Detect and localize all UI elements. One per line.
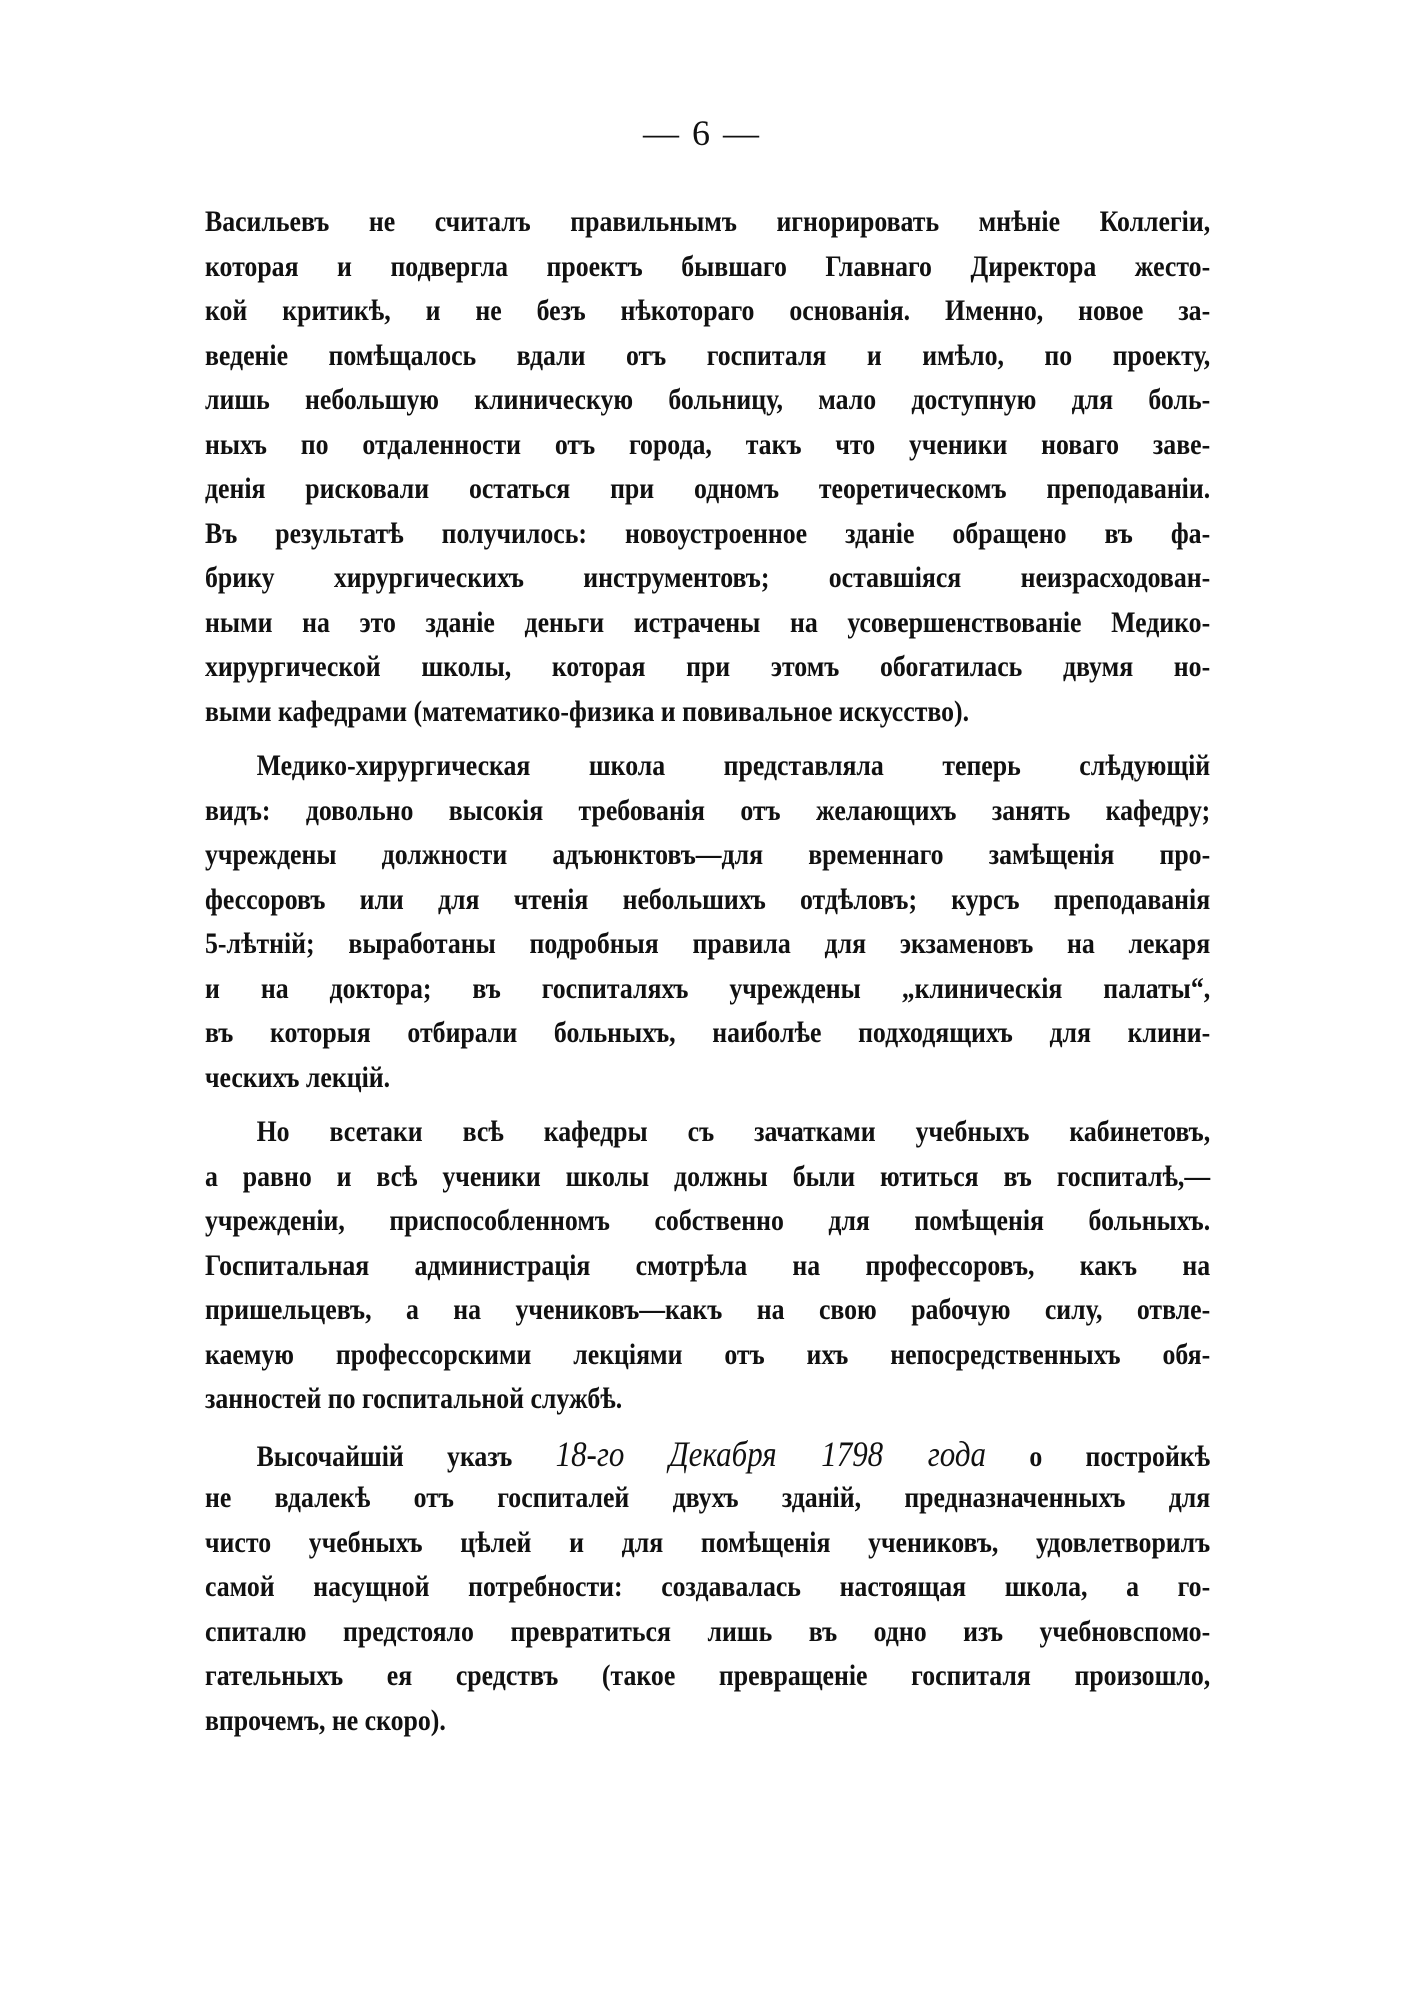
paragraph-2 bbox=[205, 744, 1210, 1100]
text-line: Въ результатѣ получилось: новоустроенное зданіе обращено въ фа- bbox=[205, 516, 1211, 550]
text-line: каемую профессорскими лекціями отъ ихъ непосредственныхъ обя- bbox=[205, 1337, 1211, 1371]
text-line: гательныхъ ея средствъ (такое превращеніе госпиталя произошло, bbox=[205, 1659, 1211, 1692]
text-line: въ которыя отбирали больныхъ, наиболѣе подходящихъ для клини- bbox=[205, 1016, 1211, 1049]
body-text bbox=[205, 200, 1210, 1743]
text-line: Но всетаки всѣ кафедры съ зачатками учебныхъ кабинетовъ, bbox=[256, 1115, 1211, 1148]
text-line: ческихъ лекцій. bbox=[205, 1060, 391, 1094]
text-span: о постройкѣ bbox=[986, 1439, 1211, 1473]
text-line: не вдалекѣ отъ госпиталей двухъ зданій, предназначенныхъ для bbox=[205, 1481, 1211, 1514]
text-line: Госпитальная администрація смотрѣла на профессоровъ, какъ на bbox=[205, 1248, 1211, 1282]
text-line: Медико-хирургическая школа представляла теперь слѣдующій bbox=[256, 749, 1211, 782]
decree-date: 18-го Декабря 1798 года bbox=[555, 1433, 987, 1474]
text-line: лишь небольшую клиническую больницу, мало доступную для боль- bbox=[205, 383, 1211, 416]
text-line: занностей по госпитальной службѣ. bbox=[205, 1382, 623, 1415]
text-line: веденіе помѣщалось вдали отъ госпиталя и имѣло, по проекту, bbox=[205, 338, 1211, 372]
text-line: пришельцевъ, а на учениковъ—какъ на свою рабочую силу, отвле- bbox=[205, 1293, 1211, 1326]
text-line: учреждены должности адъюнктовъ—для временнаго замѣщенія про- bbox=[205, 838, 1211, 871]
text-line: ными на это зданіе деньги истрачены на усовершенствованіе Медико- bbox=[205, 605, 1211, 639]
text-line: фессоровъ или для чтенія небольшихъ отдѣловъ; курсъ преподаванія bbox=[205, 882, 1211, 916]
text-line: брику хирургическихъ инструментовъ; оставшіяся неизрасходован- bbox=[205, 561, 1211, 594]
text-line: а равно и всѣ ученики школы должны были ютиться въ госпиталѣ,— bbox=[205, 1159, 1211, 1193]
text-line: чисто учебныхъ цѣлей и для помѣщенія учениковъ, удовлетворилъ bbox=[205, 1525, 1211, 1559]
text-line: и на доктора; въ госпиталяхъ учреждены „клиническія палаты“, bbox=[205, 971, 1211, 1005]
text-line-with-date bbox=[205, 1432, 1210, 1477]
text-line: видъ: довольно высокія требованія отъ желающихъ занять кафедру; bbox=[205, 793, 1211, 827]
text-line: Васильевъ не считалъ правильнымъ игнорировать мнѣніе Коллегіи, bbox=[205, 205, 1211, 238]
text-span: Высочайшій указъ bbox=[256, 1439, 556, 1473]
text-line: ныхъ по отдаленности отъ города, такъ что ученики новаго заве- bbox=[205, 427, 1211, 461]
text-line: которая и подвергла проектъ бывшаго Главнаго Директора жесто- bbox=[205, 249, 1211, 283]
text-line: самой насущной потребности: создавалась настоящая школа, а го- bbox=[205, 1570, 1211, 1603]
text-line: хирургической школы, которая при этомъ обогатилась двумя но- bbox=[205, 650, 1211, 683]
text-line: выми кафедрами (математико-физика и повивальное искусство). bbox=[205, 694, 970, 728]
text-line: кой критикѣ, и не безъ нѣкотораго основанія. Именно, новое за- bbox=[205, 294, 1211, 327]
text-line: спиталю предстояло превратиться лишь въ одно изъ учебновспомо- bbox=[205, 1614, 1211, 1648]
text-line: 5-лѣтній; выработаны подробныя правила для экзаменовъ на лекаря bbox=[205, 927, 1211, 960]
paragraph-4 bbox=[205, 1432, 1210, 1744]
paragraph-1 bbox=[205, 200, 1210, 734]
text-line: денія рисковали остаться при одномъ теоретическомъ преподаваніи. bbox=[205, 472, 1211, 505]
paragraph-3 bbox=[205, 1110, 1210, 1422]
page-number: — 6 — bbox=[643, 113, 761, 153]
text-line: впрочемъ, не скоро). bbox=[205, 1703, 446, 1737]
text-line: учрежденіи, приспособленномъ собственно для помѣщенія больныхъ. bbox=[205, 1204, 1211, 1237]
